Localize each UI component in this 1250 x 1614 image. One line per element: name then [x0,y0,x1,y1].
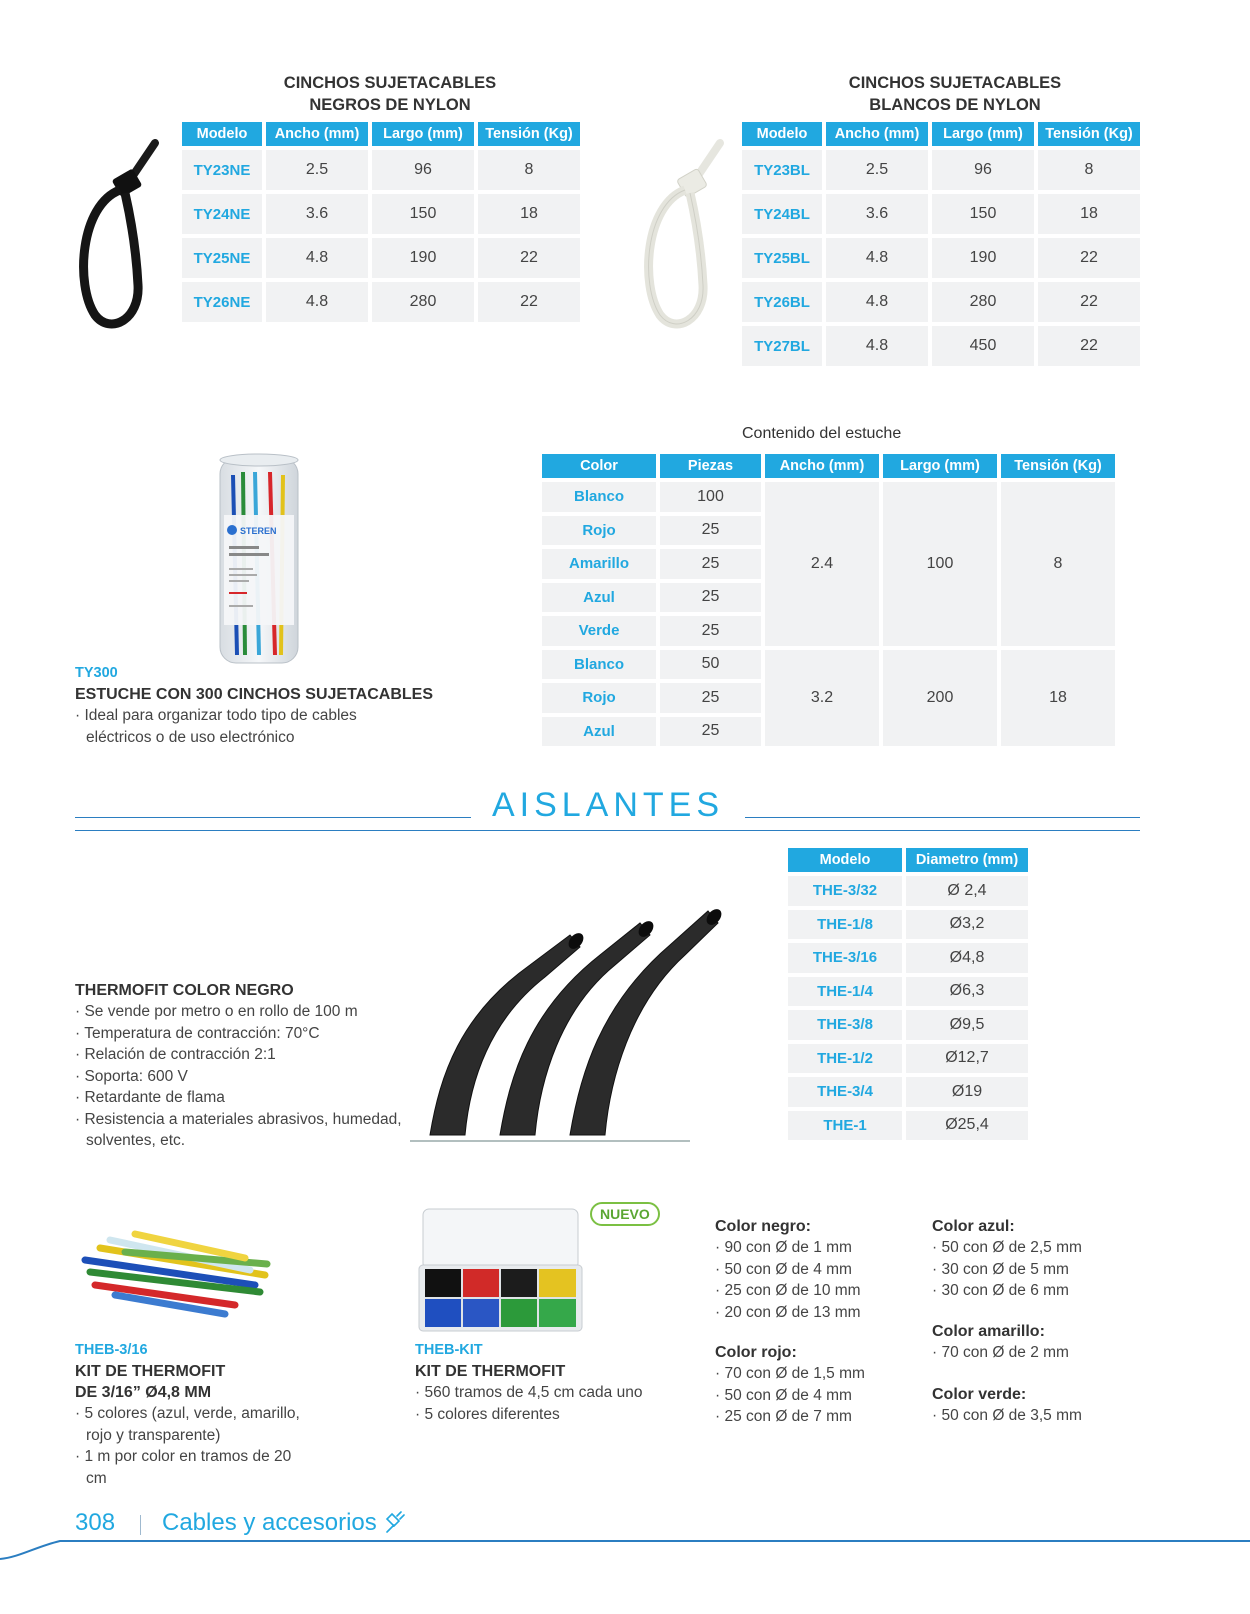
table-header-row [742,122,1140,146]
table-row [788,943,1028,973]
bullet-item: · 20 con Ø de 13 mm [715,1303,861,1321]
value-cell: 2.5 [266,150,368,190]
value-cell: 190 [932,238,1034,278]
header-largo: Largo (mm) [883,454,997,478]
value-cell: 150 [932,194,1034,234]
thebkit-code: THEB-KIT [415,1342,483,1358]
bullet-text: 560 tramos de 4,5 cm cada uno [424,1384,643,1401]
color-cell: Rojo [542,683,656,713]
group2-largo-cell: 200 [883,650,997,747]
black-ties-title-line1: CINCHOS SUJETACABLES [283,74,497,92]
bullet-item: · Relación de contracción 2:1 [75,1046,276,1063]
color-cell: Azul [542,717,656,747]
table-header-row [182,122,580,146]
color-cell: Blanco [542,650,656,680]
ty300-code: TY300 [75,665,118,681]
table-row [182,150,580,190]
cable-connector-icon [383,1510,405,1536]
bullet-item: · 70 con Ø de 1,5 mm [715,1365,865,1382]
bullet-text: 25 con Ø de 7 mm [724,1408,852,1425]
color-group-verde [932,1384,1142,1427]
color-group-negro [715,1216,915,1323]
bullet-text: 50 con Ø de 4 mm [724,1260,852,1278]
diameter-cell: Ø9,5 [906,1010,1028,1040]
black-ties-title [230,72,550,116]
thermofit-title: THERMOFIT COLOR NEGRO [75,982,294,999]
cable-tie-jar-image [215,450,305,670]
table-row [788,910,1028,940]
ty300-title: ESTUCHE CON 300 CINCHOS SUJETACABLES [75,686,433,703]
value-cell: 96 [372,150,474,190]
black-ties-title-line2: NEGROS DE NYLON [309,96,471,114]
table-row [542,650,1115,680]
bullet-text: Ideal para organizar todo tipo de cables eléctricos o de uso electrónico [84,707,357,746]
value-cell: 22 [478,238,580,278]
model-cell: TY24BL [742,194,822,234]
model-cell: TY26BL [742,282,822,322]
pieces-cell: 25 [660,583,761,613]
value-cell: 450 [932,326,1034,366]
jar-brand-label: STEREN [240,526,277,536]
bullet-item: · 50 con Ø de 4 mm [715,1260,852,1278]
black-heat-shrink-tubes-image [410,895,730,1150]
kit-contents-caption: Contenido del estuche [742,425,902,442]
theb316-bullets [75,1403,315,1489]
bullet-text: 25 con Ø de 10 mm [724,1282,861,1299]
color-cell: Amarillo [542,549,656,579]
table-row [788,1044,1028,1074]
table-row [742,282,1140,322]
white-cable-tie-image [635,135,735,335]
value-cell: 4.8 [826,326,928,366]
diameter-cell: Ø3,2 [906,910,1028,940]
table-row [182,282,580,322]
color-group-title: Color rojo: [715,1344,797,1361]
value-cell: 190 [372,238,474,278]
model-cell: THE-3/16 [788,943,902,973]
table-row [788,977,1028,1007]
section-title: AISLANTES [491,786,725,824]
color-group-title: Color amarillo: [932,1323,1045,1340]
bullet-text: Soporta: 600 V [84,1067,188,1085]
value-cell: 22 [1038,238,1140,278]
diameter-cell: Ø4,8 [906,943,1028,973]
value-cell: 2.5 [826,150,928,190]
bullet-text: 50 con Ø de 4 mm [724,1386,852,1404]
section-rule-bottom [75,830,1140,831]
header-tension: Tensión (Kg) [1038,122,1140,146]
bullet-text: 90 con Ø de 1 mm [724,1239,852,1256]
page-number: 308 [75,1509,116,1536]
pieces-cell: 25 [660,717,761,747]
value-cell: 22 [478,282,580,322]
color-cell: Verde [542,616,656,646]
color-group-amarillo [932,1321,1142,1364]
table-row [788,1111,1028,1141]
header-largo: Largo (mm) [372,122,474,146]
header-ancho: Ancho (mm) [266,122,368,146]
header-piezas: Piezas [660,454,761,478]
thebkit-bullets [415,1382,695,1425]
theb316-code: THEB-3/16 [75,1342,148,1358]
pieces-cell: 100 [660,482,761,512]
pieces-cell: 25 [660,549,761,579]
value-cell: 18 [478,194,580,234]
white-ties-table [738,118,1144,370]
bullet-item: · 5 colores (azul, verde, amarillo, rojo y transparente) [75,1405,300,1444]
table-row [788,1077,1028,1107]
diameter-cell: Ø25,4 [906,1111,1028,1141]
footer-category: Cables y accesorios [162,1509,377,1536]
bullet-text: 30 con Ø de 5 mm [941,1260,1069,1278]
color-group-title: Color negro: [715,1218,811,1235]
footer-swoosh [0,1535,1250,1565]
model-cell: THE-1/2 [788,1044,902,1074]
table-row [742,194,1140,234]
value-cell: 4.8 [826,282,928,322]
model-cell: TY23NE [182,150,262,190]
section-rule-right [745,817,1140,818]
section-rule-left [75,817,471,818]
bullet-item: · Retardante de flama [75,1089,225,1106]
bullet-item: · 50 con Ø de 4 mm [715,1386,852,1404]
color-cell: Azul [542,583,656,613]
value-cell: 8 [1038,150,1140,190]
bullet-text: Relación de contracción 2:1 [84,1046,276,1063]
diameter-cell: Ø19 [906,1077,1028,1107]
white-ties-title-line2: BLANCOS DE NYLON [869,96,1041,114]
bullet-item: · Soporta: 600 V [75,1067,188,1085]
model-cell: THE-1/4 [788,977,902,1007]
color-cell: Blanco [542,482,656,512]
bullet-item: · 90 con Ø de 1 mm [715,1239,852,1256]
table-row [742,238,1140,278]
diameter-cell: Ø6,3 [906,977,1028,1007]
bullet-text: 70 con Ø de 1,5 mm [724,1365,865,1382]
model-cell: TY25BL [742,238,822,278]
bullet-item: · 25 con Ø de 7 mm [715,1408,852,1425]
bullet-item: · 30 con Ø de 6 mm [932,1282,1069,1299]
model-cell: TY26NE [182,282,262,322]
header-diametro: Diametro (mm) [906,848,1028,872]
model-cell: THE-3/32 [788,876,902,906]
value-cell: 3.6 [826,194,928,234]
header-modelo: Modelo [742,122,822,146]
table-row [742,326,1140,366]
value-cell: 96 [932,150,1034,190]
header-ancho: Ancho (mm) [826,122,928,146]
model-cell: TY24NE [182,194,262,234]
white-ties-title-line1: CINCHOS SUJETACABLES [848,74,1062,92]
bullet-text: 5 colores diferentes [424,1405,560,1423]
header-modelo: Modelo [182,122,262,146]
model-cell: THE-3/8 [788,1010,902,1040]
model-cell: THE-3/4 [788,1077,902,1107]
value-cell: 280 [932,282,1034,322]
white-ties-title [795,72,1115,116]
header-modelo: Modelo [788,848,902,872]
model-cell: TY27BL [742,326,822,366]
table-header-row [788,848,1028,872]
value-cell: 4.8 [266,282,368,322]
table-header-row [542,454,1115,478]
bullet-text: 50 con Ø de 3,5 mm [941,1407,1082,1424]
black-ties-table [178,118,584,326]
bullet-text: 70 con Ø de 2 mm [941,1344,1069,1361]
value-cell: 150 [372,194,474,234]
header-largo: Largo (mm) [932,122,1034,146]
value-cell: 3.6 [266,194,368,234]
value-cell: 18 [1038,194,1140,234]
diameter-cell: Ø12,7 [906,1044,1028,1074]
model-cell: THE-1/8 [788,910,902,940]
theb316-title-line1: KIT DE THERMOFIT [75,1363,226,1380]
value-cell: 4.8 [826,238,928,278]
value-cell: 4.8 [266,238,368,278]
bullet-item: · 5 colores diferentes [415,1405,560,1423]
bullet-text: 30 con Ø de 6 mm [941,1282,1069,1299]
header-tension: Tensión (Kg) [478,122,580,146]
colored-heat-shrink-kit-image [75,1230,275,1320]
bullet-item: · Ideal para organizar todo tipo de cables eléctricos o de uso electrónico [75,707,357,746]
heat-shrink-box-kit-image [415,1205,585,1335]
group2-ancho-cell: 3.2 [765,650,879,747]
group1-largo-cell: 100 [883,482,997,646]
bullet-text: Retardante de flama [84,1089,225,1106]
bullet-item: · 560 tramos de 4,5 cm cada uno [415,1384,643,1401]
table-row [742,150,1140,190]
pieces-cell: 25 [660,516,761,546]
theb316-title-line2: DE 3/16” Ø4,8 MM [75,1384,212,1401]
bullet-item: · Resistencia a materiales abrasivos, humedad, solventes, etc. [75,1110,402,1149]
value-cell: 8 [478,150,580,190]
color-group-azul [932,1216,1142,1302]
bullet-item: · 30 con Ø de 5 mm [932,1260,1069,1278]
group1-tension-cell: 8 [1001,482,1115,646]
color-group-rojo [715,1342,915,1428]
bullet-item: · Se vende por metro o en rollo de 100 m [75,1003,358,1020]
color-group-title: Color azul: [932,1218,1015,1235]
group2-tension-cell: 18 [1001,650,1115,747]
bullet-text: 1 m por color en tramos de 20 cm [84,1448,292,1487]
color-group-title: Color verde: [932,1386,1027,1403]
value-cell: 280 [372,282,474,322]
black-cable-tie-image [70,135,170,335]
header-tension: Tensión (Kg) [1001,454,1115,478]
pieces-cell: 25 [660,683,761,713]
model-cell: THE-1 [788,1111,902,1141]
thermofit-bullets [75,1001,405,1152]
new-badge: NUEVO [590,1202,660,1226]
group1-ancho-cell: 2.4 [765,482,879,646]
table-row [788,876,1028,906]
table-row [182,194,580,234]
bullet-item: · 25 con Ø de 10 mm [715,1282,861,1299]
bullet-item: · 1 m por color en tramos de 20 cm [75,1448,292,1487]
footer-divider [140,1515,141,1535]
bullet-text: 5 colores (azul, verde, amarillo, rojo y transparente) [84,1405,300,1444]
table-row [788,1010,1028,1040]
pieces-cell: 50 [660,650,761,680]
model-cell: TY23BL [742,150,822,190]
bullet-text: Resistencia a materiales abrasivos, humedad, solventes, etc. [84,1110,402,1149]
table-row [542,482,1115,512]
value-cell: 22 [1038,326,1140,366]
header-ancho: Ancho (mm) [765,454,879,478]
table-row [182,238,580,278]
bullet-text: Temperatura de contracción: 70°C [84,1024,320,1042]
pieces-cell: 25 [660,616,761,646]
bullet-item: · 50 con Ø de 2,5 mm [932,1239,1082,1256]
bullet-item: · 50 con Ø de 3,5 mm [932,1407,1082,1424]
header-color: Color [542,454,656,478]
bullet-item: · Temperatura de contracción: 70°C [75,1024,320,1042]
thermofit-table [784,844,1032,1144]
bullet-text: Se vende por metro o en rollo de 100 m [84,1003,358,1020]
thebkit-title: KIT DE THERMOFIT [415,1363,566,1380]
diameter-cell: Ø 2,4 [906,876,1028,906]
bullet-text: 50 con Ø de 2,5 mm [941,1239,1082,1256]
theb316-title [75,1361,375,1403]
bullet-item: · 70 con Ø de 2 mm [932,1344,1069,1361]
color-cell: Rojo [542,516,656,546]
kit-contents-table [538,450,1119,750]
bullet-text: 20 con Ø de 13 mm [724,1303,861,1321]
model-cell: TY25NE [182,238,262,278]
value-cell: 22 [1038,282,1140,322]
ty300-bullets [75,705,395,748]
